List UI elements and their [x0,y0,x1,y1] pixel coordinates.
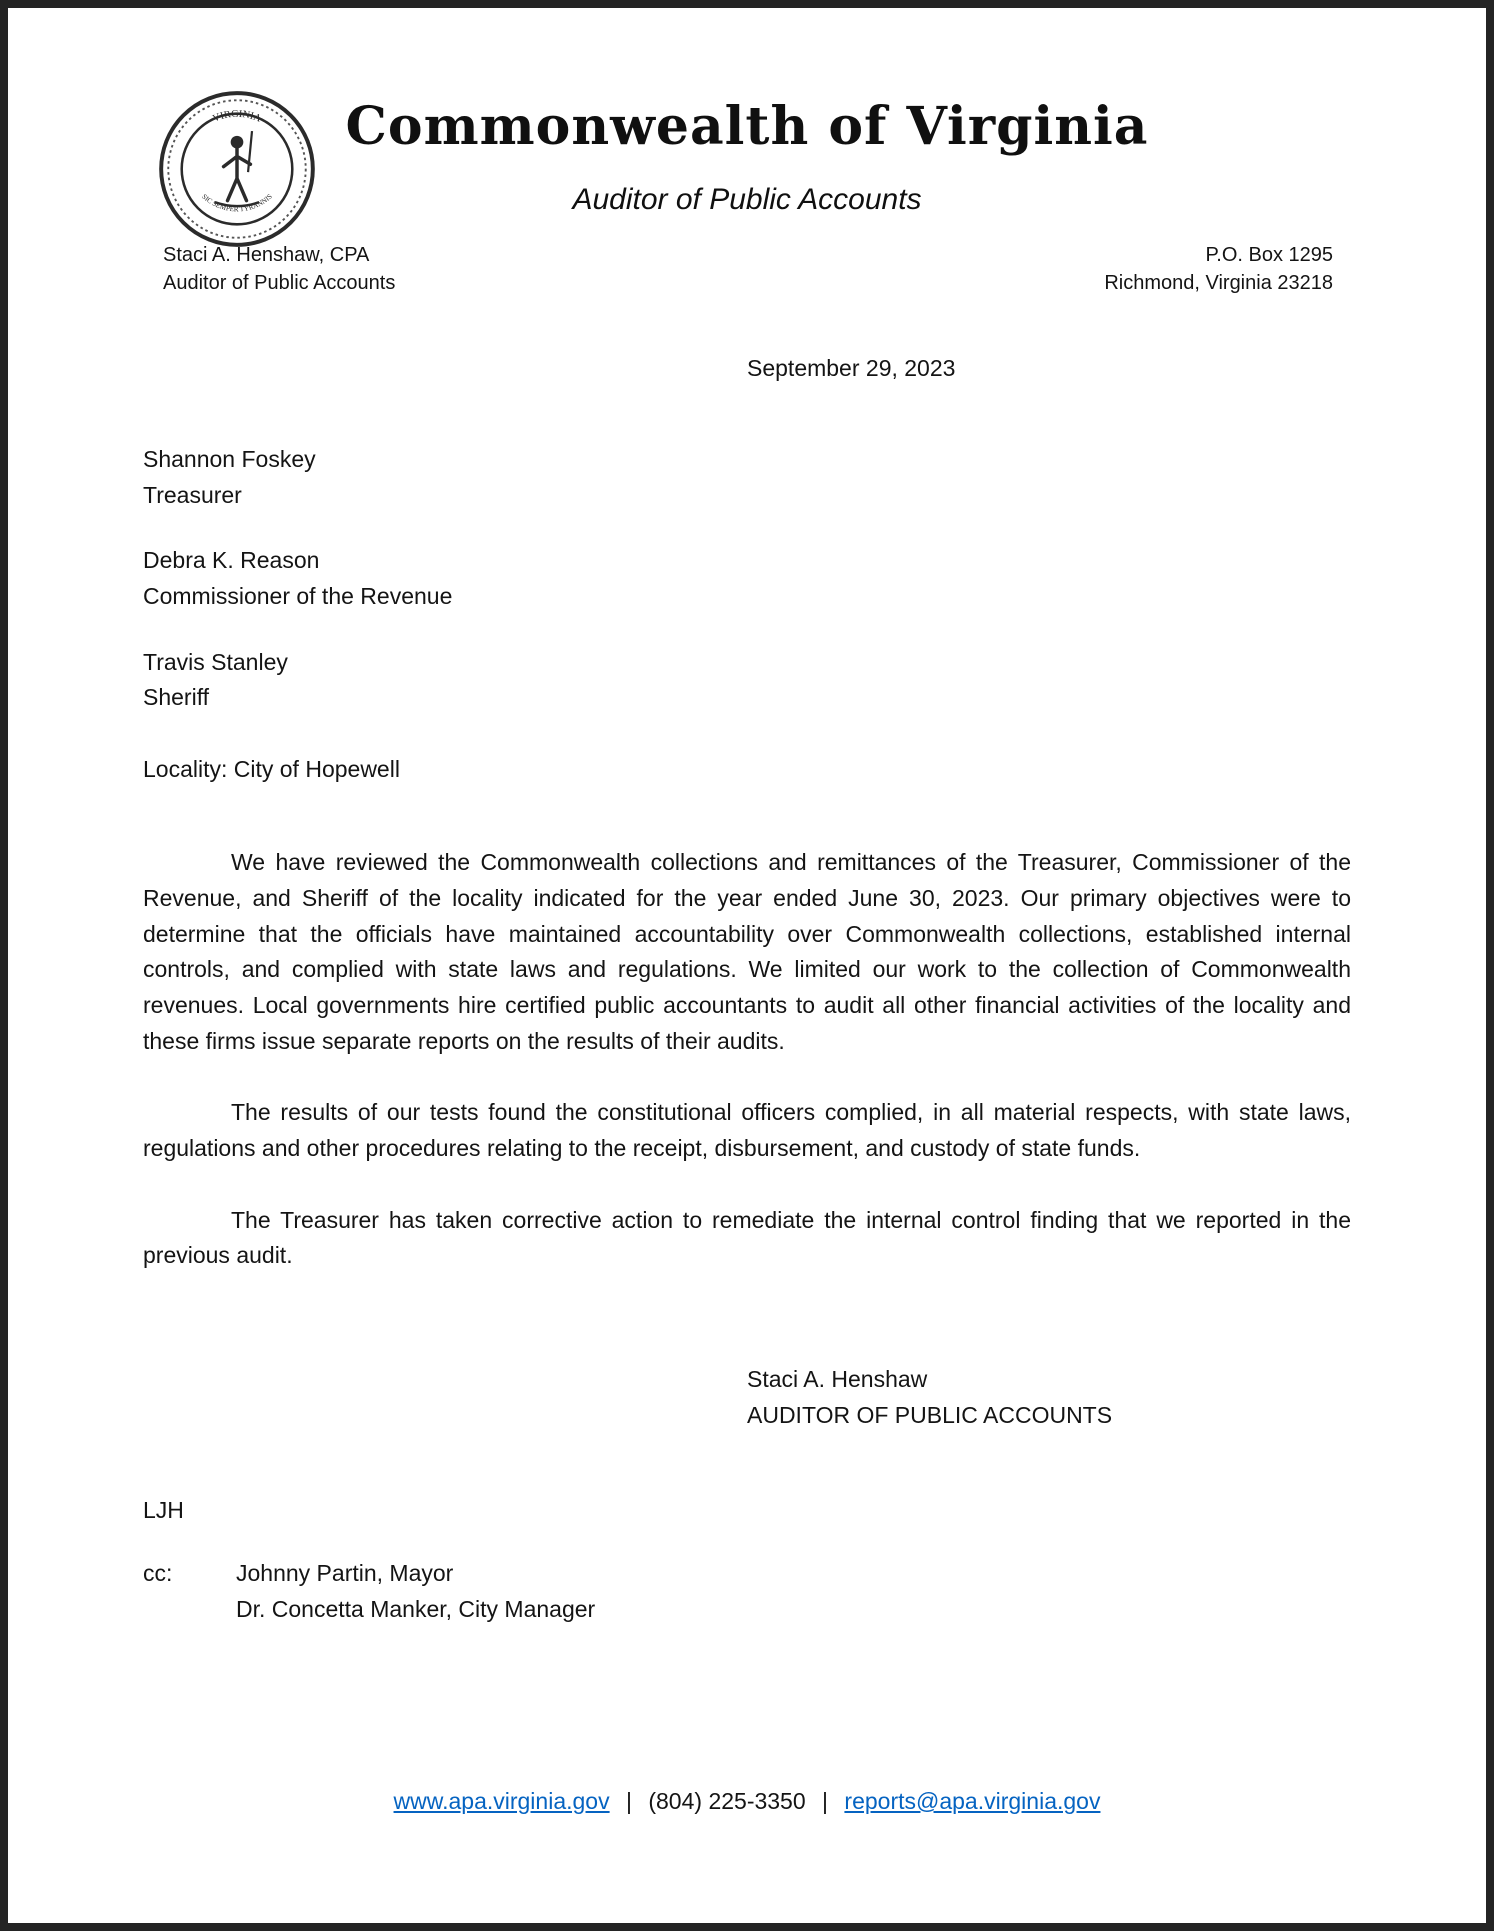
phone-number: (804) 225-3350 [648,1788,806,1814]
website-link[interactable]: www.apa.virginia.gov [393,1788,610,1814]
seal-bottom-text: SIC SEMPER TYRANNIS [200,192,274,214]
signature-name: Staci A. Henshaw [747,1365,928,1392]
cc-block [143,1556,1351,1627]
cc-names [236,1556,595,1627]
auditor-name: Staci A. Henshaw, CPA [163,244,370,266]
paragraph-2: The results of our tests found the constitutional officers complied, in all material respects, with state laws, regulations and other procedures relating to the receipt, disbursement, and custody of state funds. [143,1099,1351,1161]
letterhead-contact-left [163,241,395,297]
svg-text:VIRGINIA [211,109,263,125]
email-link[interactable]: reports@apa.virginia.gov [844,1788,1101,1814]
letterhead-subtitle: Auditor of Public Accounts [572,183,922,216]
letterhead-contacts [8,241,1486,297]
cc-name: Johnny Partin, Mayor [236,1560,454,1587]
cc-name: Dr. Concetta Manker, City Manager [236,1595,596,1622]
recipients-block [143,442,1351,787]
recipient [143,442,1351,513]
recipient [143,645,1351,716]
recipient-name: Debra K. Reason [143,547,320,574]
paragraph-1: We have reviewed the Commonwealth collections and remittances of the Treasurer, Commissioner of the Revenue, and Sheriff of the locality indicated for the year ended June 30, 2023. Our primary objectives were to determine that the officials have maintained accountability over Commonwealth collections, established internal controls, and complied with state laws and regulations. We limited our work to the collection of Commonwealth revenues. Local governments hire certified public accountants to audit all other financial activities of the locality and these firms issue separate reports on the results of their audits. [143,849,1351,1054]
city-state-zip-line: Richmond, Virginia 23218 [1104,272,1333,294]
paragraph-3: The Treasurer has taken corrective action to remediate the internal control finding that we reported in the previous audit. [143,1206,1351,1269]
seal-top-text: VIRGINIA [211,108,263,125]
typist-initials: LJH [143,1497,184,1524]
footer [8,1788,1486,1815]
letterhead [8,8,1486,297]
recipient [143,543,1351,614]
footer-separator: | [822,1788,829,1814]
recipient-name: Travis Stanley [143,648,288,675]
signature-block [747,1362,1486,1433]
po-box-line: P.O. Box 1295 [1205,244,1333,266]
letterhead-contact-right [1104,241,1333,297]
virginia-seal-icon [158,90,316,248]
letter-date: September 29, 2023 [747,355,956,381]
locality-line: Locality: City of Hopewell [143,755,400,782]
recipient-title: Commissioner of the Revenue [143,582,453,609]
recipient-name: Shannon Foskey [143,446,316,472]
cc-label: cc: [143,1560,173,1587]
recipient-title: Treasurer [143,481,242,508]
recipient-title: Sheriff [143,684,210,711]
auditor-title: Auditor of Public Accounts [163,272,396,294]
svg-text:SIC SEMPER TYRANNIS [200,192,274,213]
letterhead-title: Commonwealth of Virginia [345,96,1149,157]
footer-separator: | [625,1788,632,1814]
letter-body [143,845,1351,1273]
signature-title: AUDITOR OF PUBLIC ACCOUNTS [747,1401,1113,1428]
